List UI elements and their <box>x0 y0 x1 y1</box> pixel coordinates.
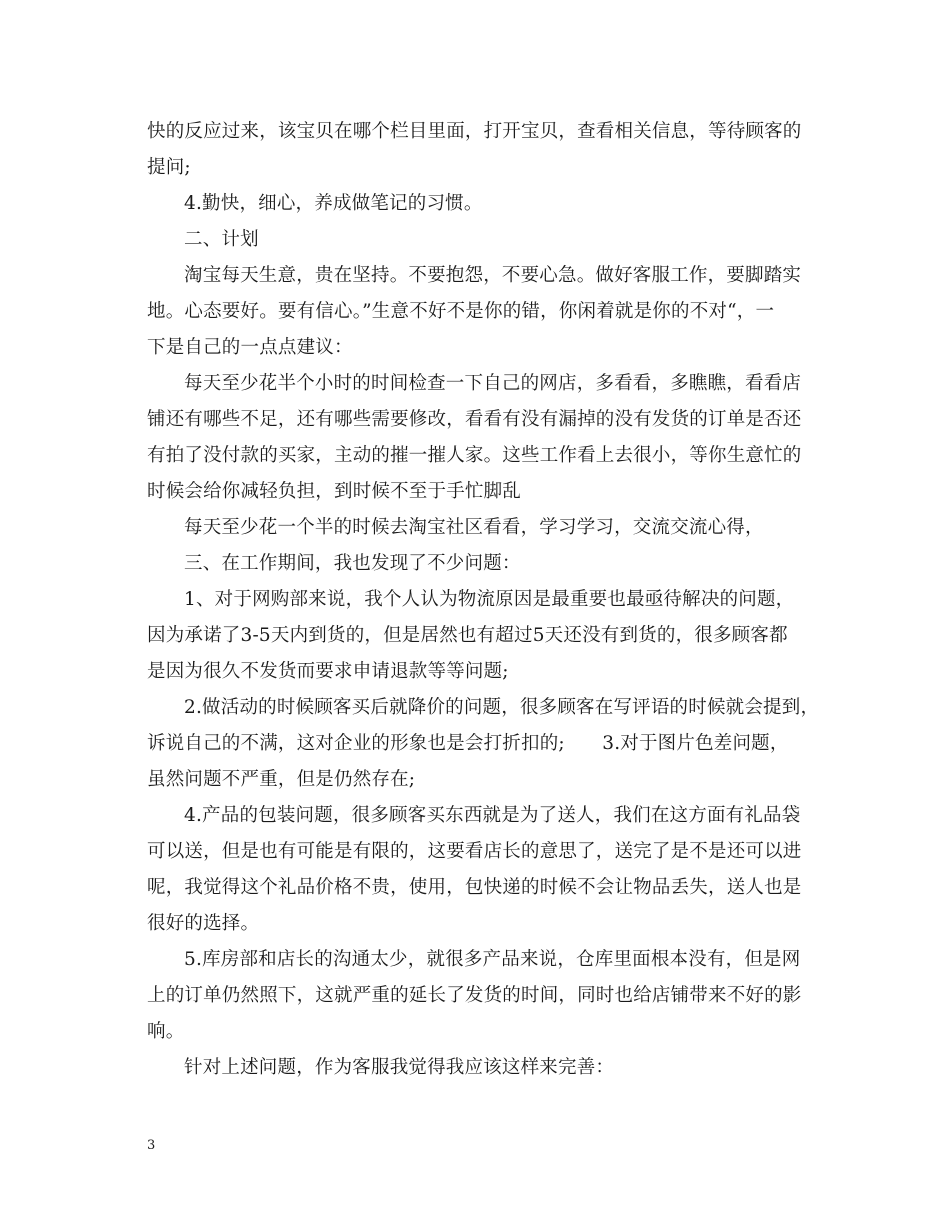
text-line: 呢，我觉得这个礼品价格不贵，使用，包快递的时候不会让物品丢失，送人也是 <box>147 877 802 898</box>
text-line: 因为承诺了3-5天内到货的，但是居然也有超过5天还没有到货的，很多顾客都 <box>147 625 788 646</box>
text-line: 1、对于网购部来说，我个人认为物流原因是最重要也最亟待解决的问题， <box>184 589 795 610</box>
text-line: 每天至少花半个小时的时间检查一下自己的网店，多看看，多瞧瞧，看看店 <box>184 373 802 394</box>
section-heading: 二、计划 <box>184 229 259 250</box>
text-line: 针对上述问题，作为客服我觉得我应该这样来完善： <box>184 1057 615 1078</box>
text-line: 每天至少花一个半的时候去淘宝社区看看，学习学习，交流交流心得， <box>184 517 764 538</box>
text-line: 下是自己的一点点建议： <box>147 337 353 358</box>
text-line: 地。心态要好。要有信心。”生意不好不是你的错，你闲着就是你的不对“，一 <box>147 301 775 322</box>
text-line: 快的反应过来，该宝贝在哪个栏目里面，打开宝贝，查看相关信息，等待顾客的 <box>147 121 802 142</box>
text-line: 时候会给你减轻负担，到时候不至于手忙脚乱 <box>147 481 522 502</box>
text-line: 4.勤快，细心，养成做笔记的习惯。 <box>184 193 483 214</box>
page-number: 3 <box>147 1138 156 1153</box>
text-line: 诉说自己的不满，这对企业的形象也是会打折扣的; 3.对于图片色差问题， <box>147 733 789 754</box>
section-heading: 三、在工作期间，我也发现了不少问题： <box>184 553 521 574</box>
text-line: 是因为很久不发货而要求申请退款等等问题; <box>147 661 509 682</box>
text-line: 淘宝每天生意，贵在坚持。不要抱怨，不要心急。做好客服工作，要脚踏实 <box>184 265 802 286</box>
text-line: 虽然问题不严重，但是仍然存在; <box>147 769 416 790</box>
text-line: 5.库房部和店长的沟通太少，就很多产品来说，仓库里面根本没有，但是网 <box>184 949 801 970</box>
text-line: 很好的选择。 <box>147 913 260 934</box>
text-line: 响。 <box>147 1021 185 1042</box>
text-line: 可以送，但是也有可能是有限的，这要看店长的意思了，送完了是不是还可以进 <box>147 841 802 862</box>
text-line: 上的订单仍然照下，这就严重的延长了发货的时间，同时也给店铺带来不好的影 <box>147 985 802 1006</box>
text-line: 有拍了没付款的买家，主动的摧一摧人家。这些工作看上去很小，等你生意忙的 <box>147 445 802 466</box>
text-line: 提问; <box>147 157 191 178</box>
text-line: 2.做活动的时候顾客买后就降价的问题，很多顾客在写评语的时候就会提到， <box>184 697 820 718</box>
text-line: 铺还有哪些不足，还有哪些需要修改，看看有没有漏掉的没有发货的订单是否还 <box>147 409 802 430</box>
text-line: 4.产品的包装问题，很多顾客买东西就是为了送人，我们在这方面有礼品袋 <box>184 805 801 826</box>
